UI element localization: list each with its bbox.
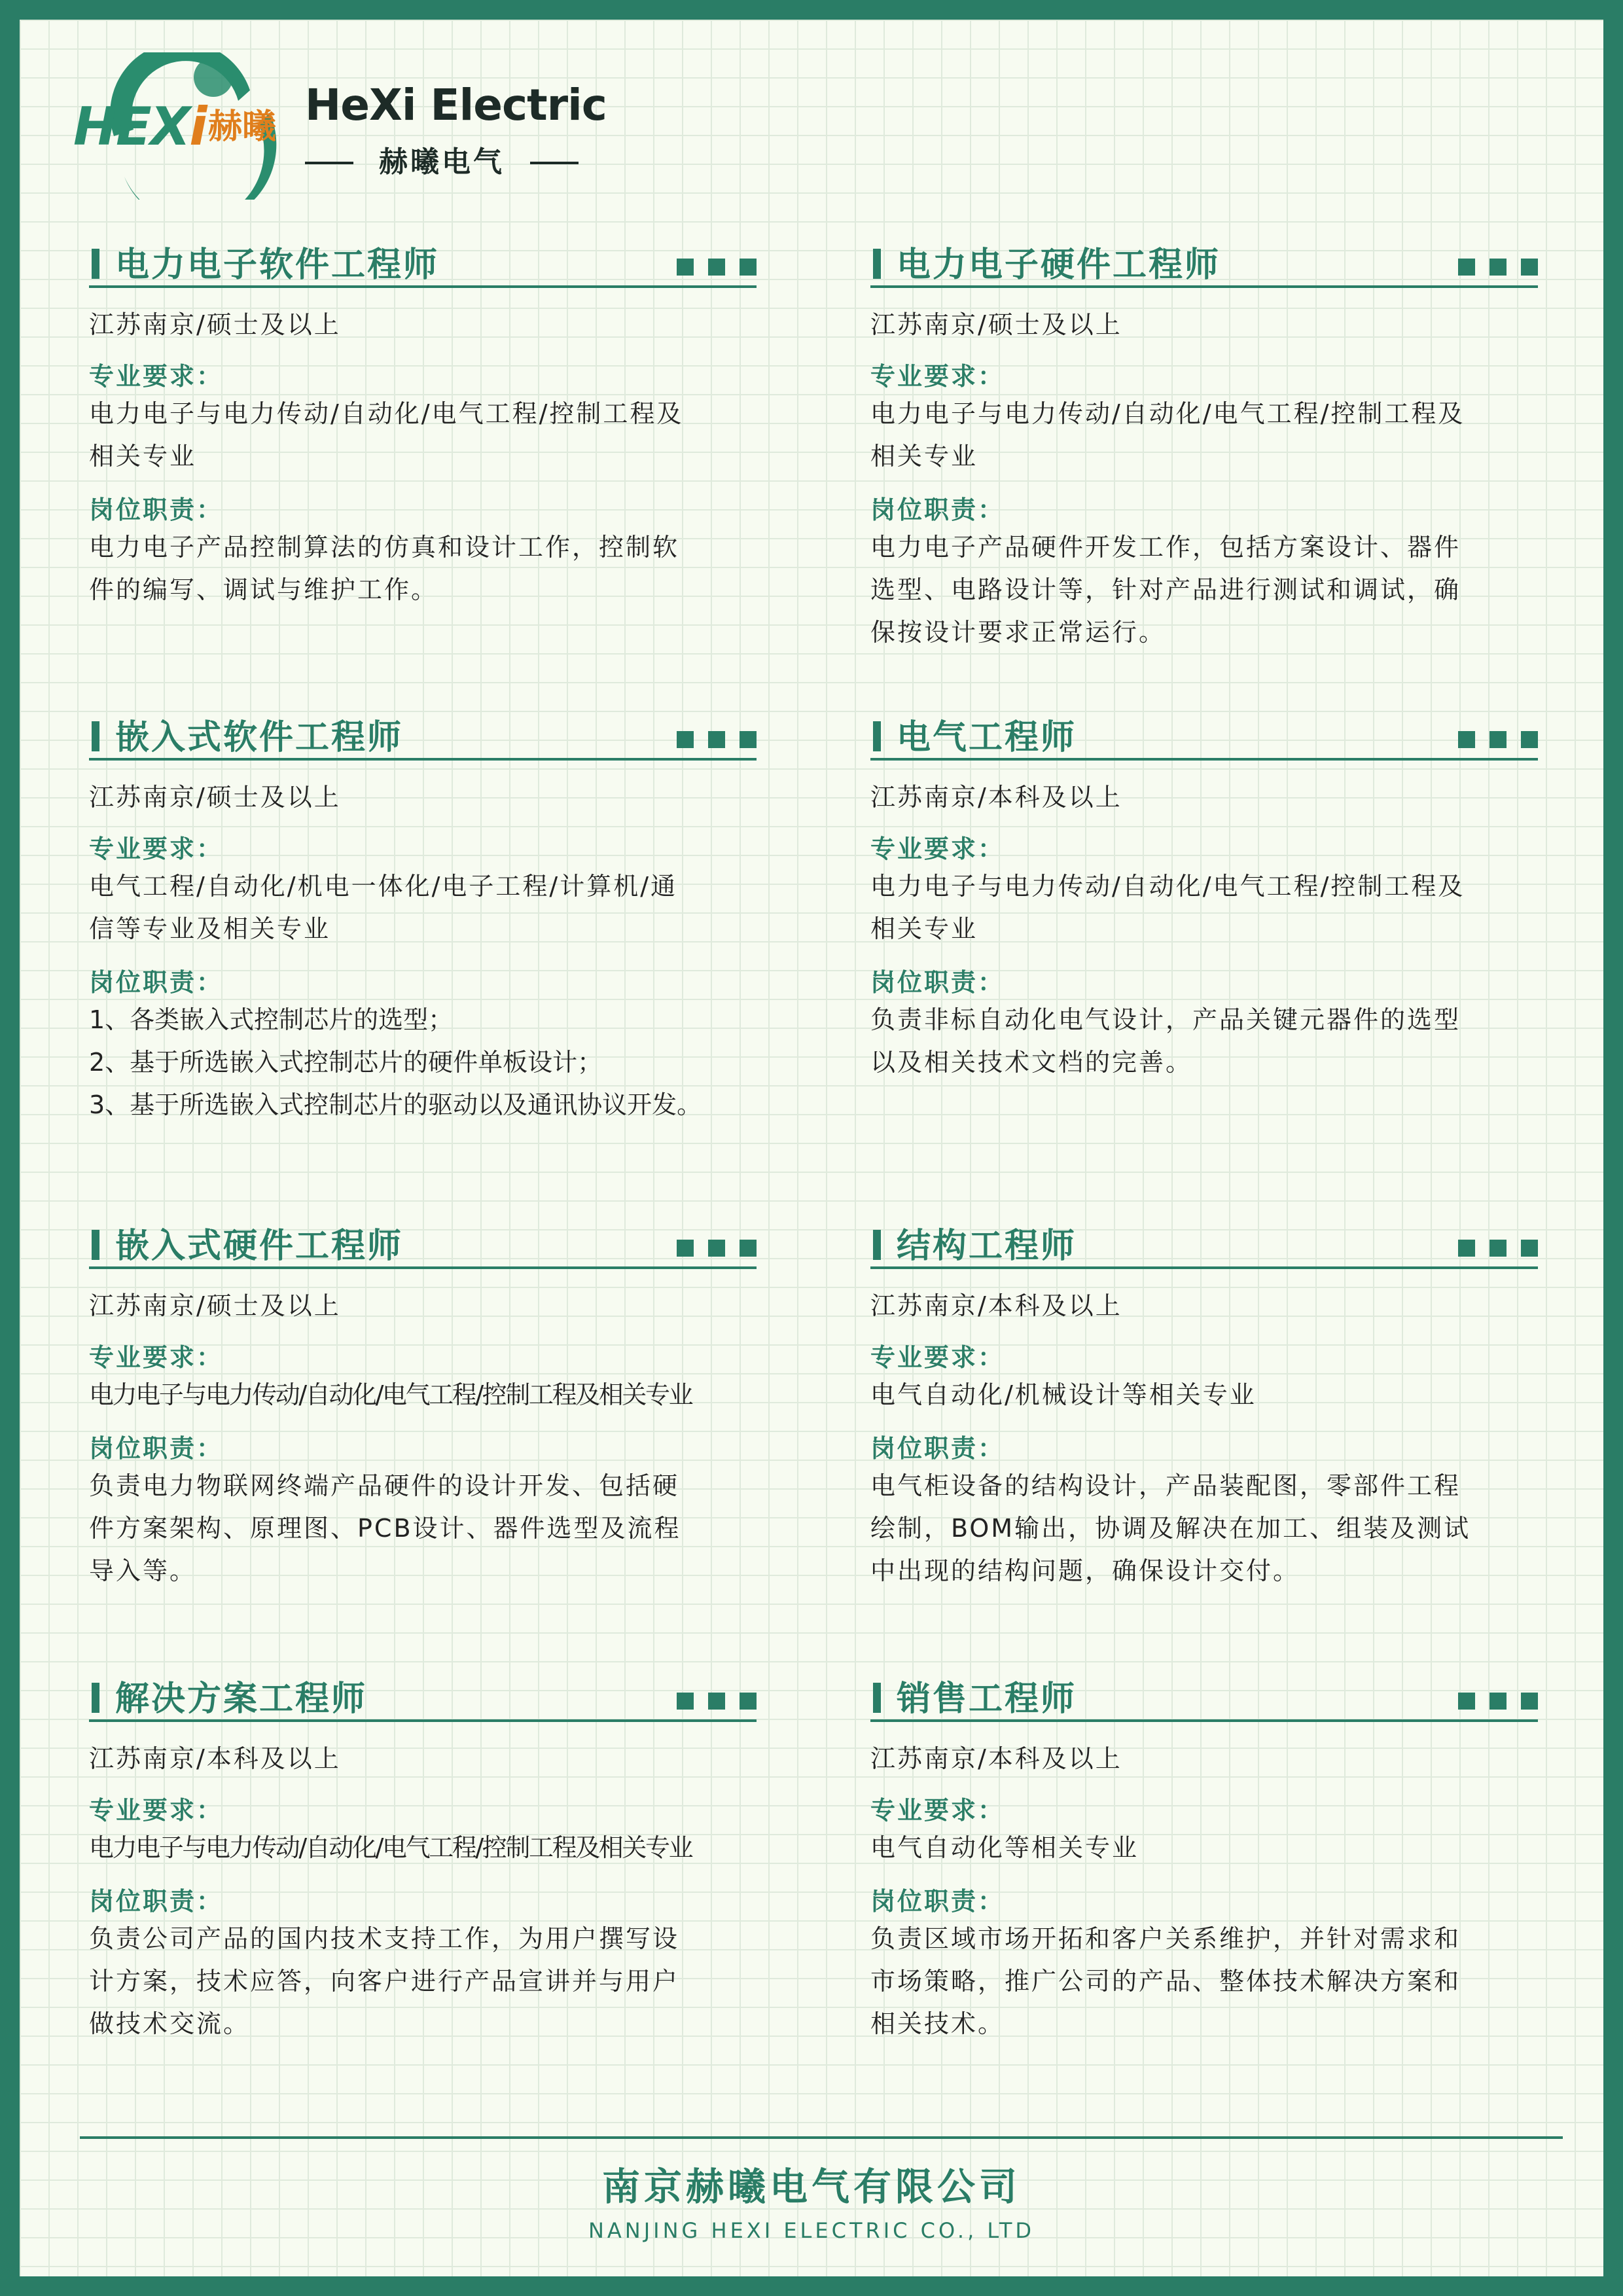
dash-right xyxy=(530,162,579,164)
decorative-squares xyxy=(677,259,757,276)
square-icon xyxy=(1521,1693,1538,1710)
duties-line: 2、基于所选嵌入式控制芯片的硬件单板设计； xyxy=(89,1048,603,1077)
duties-line: 保按设计要求正常运行。 xyxy=(870,618,1166,647)
title-accent-bar xyxy=(92,1683,99,1713)
decorative-squares xyxy=(1458,1693,1538,1710)
job-card xyxy=(870,1227,1538,1592)
duties-label: 岗位职责： xyxy=(89,495,224,524)
job-card xyxy=(89,1227,757,1592)
title-accent-bar xyxy=(92,249,99,279)
requirements-text xyxy=(870,865,1538,950)
duties-line: 市场策略，推广公司的产品、整体技术解决方案和 xyxy=(870,1967,1461,1996)
duties-line: 相关技术。 xyxy=(870,2009,1005,2038)
title-accent-bar xyxy=(873,721,881,751)
requirements-line: 电力电子与电力传动/自动化/电气工程/控制工程及相关专业 xyxy=(89,1380,692,1409)
duties-text xyxy=(870,526,1538,654)
square-icon xyxy=(677,731,694,748)
job-card xyxy=(89,1680,757,2045)
requirements-label: 专业要求： xyxy=(870,362,1005,391)
duties-label: 岗位职责： xyxy=(89,1434,224,1463)
decorative-squares xyxy=(677,1693,757,1710)
requirements-label: 专业要求： xyxy=(870,834,1005,863)
job-card-header xyxy=(89,719,757,761)
requirements-line: 电力电子与电力传动/自动化/电气工程/控制工程及 xyxy=(870,399,1465,428)
job-card xyxy=(89,719,757,1126)
square-icon xyxy=(740,731,757,748)
job-title: 嵌入式硬件工程师 xyxy=(115,1227,404,1266)
square-icon xyxy=(1458,731,1475,748)
job-card xyxy=(870,719,1538,1084)
job-card-header xyxy=(870,1227,1538,1269)
job-card-header xyxy=(89,246,757,288)
requirements-text xyxy=(89,393,757,478)
job-title: 电气工程师 xyxy=(897,718,1077,757)
square-icon xyxy=(677,1693,694,1710)
brand-name-cn-row xyxy=(305,144,579,181)
job-card-header xyxy=(870,246,1538,288)
requirements-text xyxy=(870,393,1538,478)
square-icon xyxy=(708,1693,725,1710)
requirements-line: 电气自动化/机械设计等相关专业 xyxy=(870,1380,1257,1409)
requirements-line: 相关专业 xyxy=(89,442,197,471)
duties-text xyxy=(870,1918,1538,2045)
job-card-header xyxy=(870,719,1538,761)
decorative-squares xyxy=(677,731,757,748)
square-icon xyxy=(1458,1693,1475,1710)
square-icon xyxy=(1489,1240,1507,1257)
requirements-label: 专业要求： xyxy=(89,362,224,391)
square-icon xyxy=(740,1693,757,1710)
requirements-line: 相关专业 xyxy=(870,442,978,471)
duties-line: 计方案，技术应答，向客户进行产品宣讲并与用户 xyxy=(89,1967,680,1996)
requirements-line: 电力电子与电力传动/自动化/电气工程/控制工程及 xyxy=(870,872,1465,901)
job-location: 江苏南京/本科及以上 xyxy=(89,1744,341,1773)
duties-line: 电力电子产品控制算法的仿真和设计工作，控制软 xyxy=(89,533,680,562)
title-accent-bar xyxy=(873,1683,881,1713)
logo-wordmark-main: HEX xyxy=(73,96,190,157)
job-title: 销售工程师 xyxy=(897,1679,1077,1719)
duties-line: 3、基于所选嵌入式控制芯片的驱动以及通讯协议开发。 xyxy=(89,1090,702,1119)
requirements-label: 专业要求： xyxy=(870,1796,1005,1825)
job-card-header xyxy=(89,1227,757,1269)
title-accent-bar xyxy=(873,1230,881,1260)
requirements-line: 电气自动化等相关专业 xyxy=(870,1833,1139,1862)
job-card-header xyxy=(89,1680,757,1722)
duties-line: 做技术交流。 xyxy=(89,2009,251,2038)
logo-wordmark xyxy=(73,96,206,157)
duties-text xyxy=(89,1465,757,1592)
job-title: 电力电子软件工程师 xyxy=(115,245,440,285)
duties-line: 件方案架构、原理图、PCB设计、器件选型及流程 xyxy=(89,1514,681,1543)
square-icon xyxy=(708,259,725,276)
job-card xyxy=(870,246,1538,654)
duties-line: 以及相关技术文档的完善。 xyxy=(870,1048,1193,1077)
job-location: 江苏南京/本科及以上 xyxy=(870,1291,1122,1320)
brand-name-en: HeXi Electric xyxy=(305,80,607,130)
duties-text xyxy=(89,526,757,611)
square-icon xyxy=(1489,259,1507,276)
title-accent-bar xyxy=(873,249,881,279)
square-icon xyxy=(1521,259,1538,276)
duties-line: 负责非标自动化电气设计，产品关键元器件的选型 xyxy=(870,1005,1461,1034)
duties-line: 绘制，BOM输出，协调及解决在加工、组装及测试 xyxy=(870,1514,1471,1543)
square-icon xyxy=(708,731,725,748)
job-title: 解决方案工程师 xyxy=(115,1679,368,1719)
square-icon xyxy=(1458,259,1475,276)
logo-chinese-mark: 赫曦 xyxy=(208,107,277,147)
duties-line: 件的编写、调试与维护工作。 xyxy=(89,575,438,604)
job-location: 江苏南京/本科及以上 xyxy=(870,783,1122,812)
footer-company-en: NANJING HEXI ELECTRIC CO., LTD xyxy=(588,2218,1035,2243)
requirements-line: 电力电子与电力传动/自动化/电气工程/控制工程及相关专业 xyxy=(89,1833,692,1862)
square-icon xyxy=(1521,1240,1538,1257)
decorative-squares xyxy=(1458,1240,1538,1257)
square-icon xyxy=(1489,1693,1507,1710)
requirements-text xyxy=(89,1827,757,1869)
job-card xyxy=(870,1680,1538,2045)
duties-text xyxy=(870,1465,1538,1592)
requirements-text xyxy=(870,1827,1538,1869)
footer-company-cn: 南京赫曦电气有限公司 xyxy=(601,2164,1021,2209)
job-location: 江苏南京/硕士及以上 xyxy=(89,310,341,339)
square-icon xyxy=(1489,731,1507,748)
job-location: 江苏南京/本科及以上 xyxy=(870,1744,1122,1773)
duties-line: 负责电力物联网终端产品硬件的设计开发、包括硬 xyxy=(89,1471,680,1500)
square-icon xyxy=(1458,1240,1475,1257)
duties-line: 负责区域市场开拓和客户关系维护，并针对需求和 xyxy=(870,1924,1461,1953)
requirements-text xyxy=(89,865,757,950)
job-card-header xyxy=(870,1680,1538,1722)
square-icon xyxy=(740,1240,757,1257)
requirements-label: 专业要求： xyxy=(89,834,224,863)
square-icon xyxy=(708,1240,725,1257)
requirements-label: 专业要求： xyxy=(89,1343,224,1372)
job-location: 江苏南京/硕士及以上 xyxy=(89,783,341,812)
square-icon xyxy=(677,1240,694,1257)
duties-text xyxy=(89,999,757,1126)
duties-text xyxy=(870,999,1538,1084)
requirements-label: 专业要求： xyxy=(870,1343,1005,1372)
duties-line: 中出现的结构问题，确保设计交付。 xyxy=(870,1556,1300,1585)
square-icon xyxy=(1521,731,1538,748)
decorative-squares xyxy=(1458,731,1538,748)
job-card xyxy=(89,246,757,611)
decorative-squares xyxy=(677,1240,757,1257)
duties-label: 岗位职责： xyxy=(870,1887,1005,1916)
job-title: 嵌入式软件工程师 xyxy=(115,718,404,757)
requirements-label: 专业要求： xyxy=(89,1796,224,1825)
duties-label: 岗位职责： xyxy=(89,968,224,997)
duties-line: 电力电子产品硬件开发工作，包括方案设计、器件 xyxy=(870,533,1461,562)
requirements-line: 相关专业 xyxy=(870,914,978,943)
square-icon xyxy=(740,259,757,276)
logo-wordmark-i: i xyxy=(189,96,206,157)
job-location: 江苏南京/硕士及以上 xyxy=(870,310,1122,339)
requirements-text xyxy=(870,1374,1538,1416)
duties-text xyxy=(89,1918,757,2045)
duties-label: 岗位职责： xyxy=(870,1434,1005,1463)
title-accent-bar xyxy=(92,721,99,751)
job-title: 电力电子硬件工程师 xyxy=(897,245,1221,285)
duties-line: 负责公司产品的国内技术支持工作，为用户撰写设 xyxy=(89,1924,680,1953)
brand-name-cn: 赫曦电气 xyxy=(379,145,505,179)
requirements-text xyxy=(89,1374,757,1416)
title-accent-bar xyxy=(92,1230,99,1260)
square-icon xyxy=(677,259,694,276)
dash-left xyxy=(305,162,353,164)
duties-label: 岗位职责： xyxy=(870,968,1005,997)
job-title: 结构工程师 xyxy=(897,1227,1077,1266)
requirements-line: 信等专业及相关专业 xyxy=(89,914,331,943)
requirements-line: 电气工程/自动化/机电一体化/电子工程/计算机/通 xyxy=(89,872,678,901)
duties-line: 电气柜设备的结构设计，产品装配图，零部件工程 xyxy=(870,1471,1461,1500)
requirements-line: 电力电子与电力传动/自动化/电气工程/控制工程及 xyxy=(89,399,684,428)
duties-line: 1、各类嵌入式控制芯片的选型； xyxy=(89,1005,454,1034)
footer-divider xyxy=(80,2136,1563,2139)
decorative-squares xyxy=(1458,259,1538,276)
duties-label: 岗位职责： xyxy=(89,1887,224,1916)
job-location: 江苏南京/硕士及以上 xyxy=(89,1291,341,1320)
duties-label: 岗位职责： xyxy=(870,495,1005,524)
duties-line: 选型、电路设计等，针对产品进行测试和调试，确 xyxy=(870,575,1461,604)
duties-line: 导入等。 xyxy=(89,1556,197,1585)
